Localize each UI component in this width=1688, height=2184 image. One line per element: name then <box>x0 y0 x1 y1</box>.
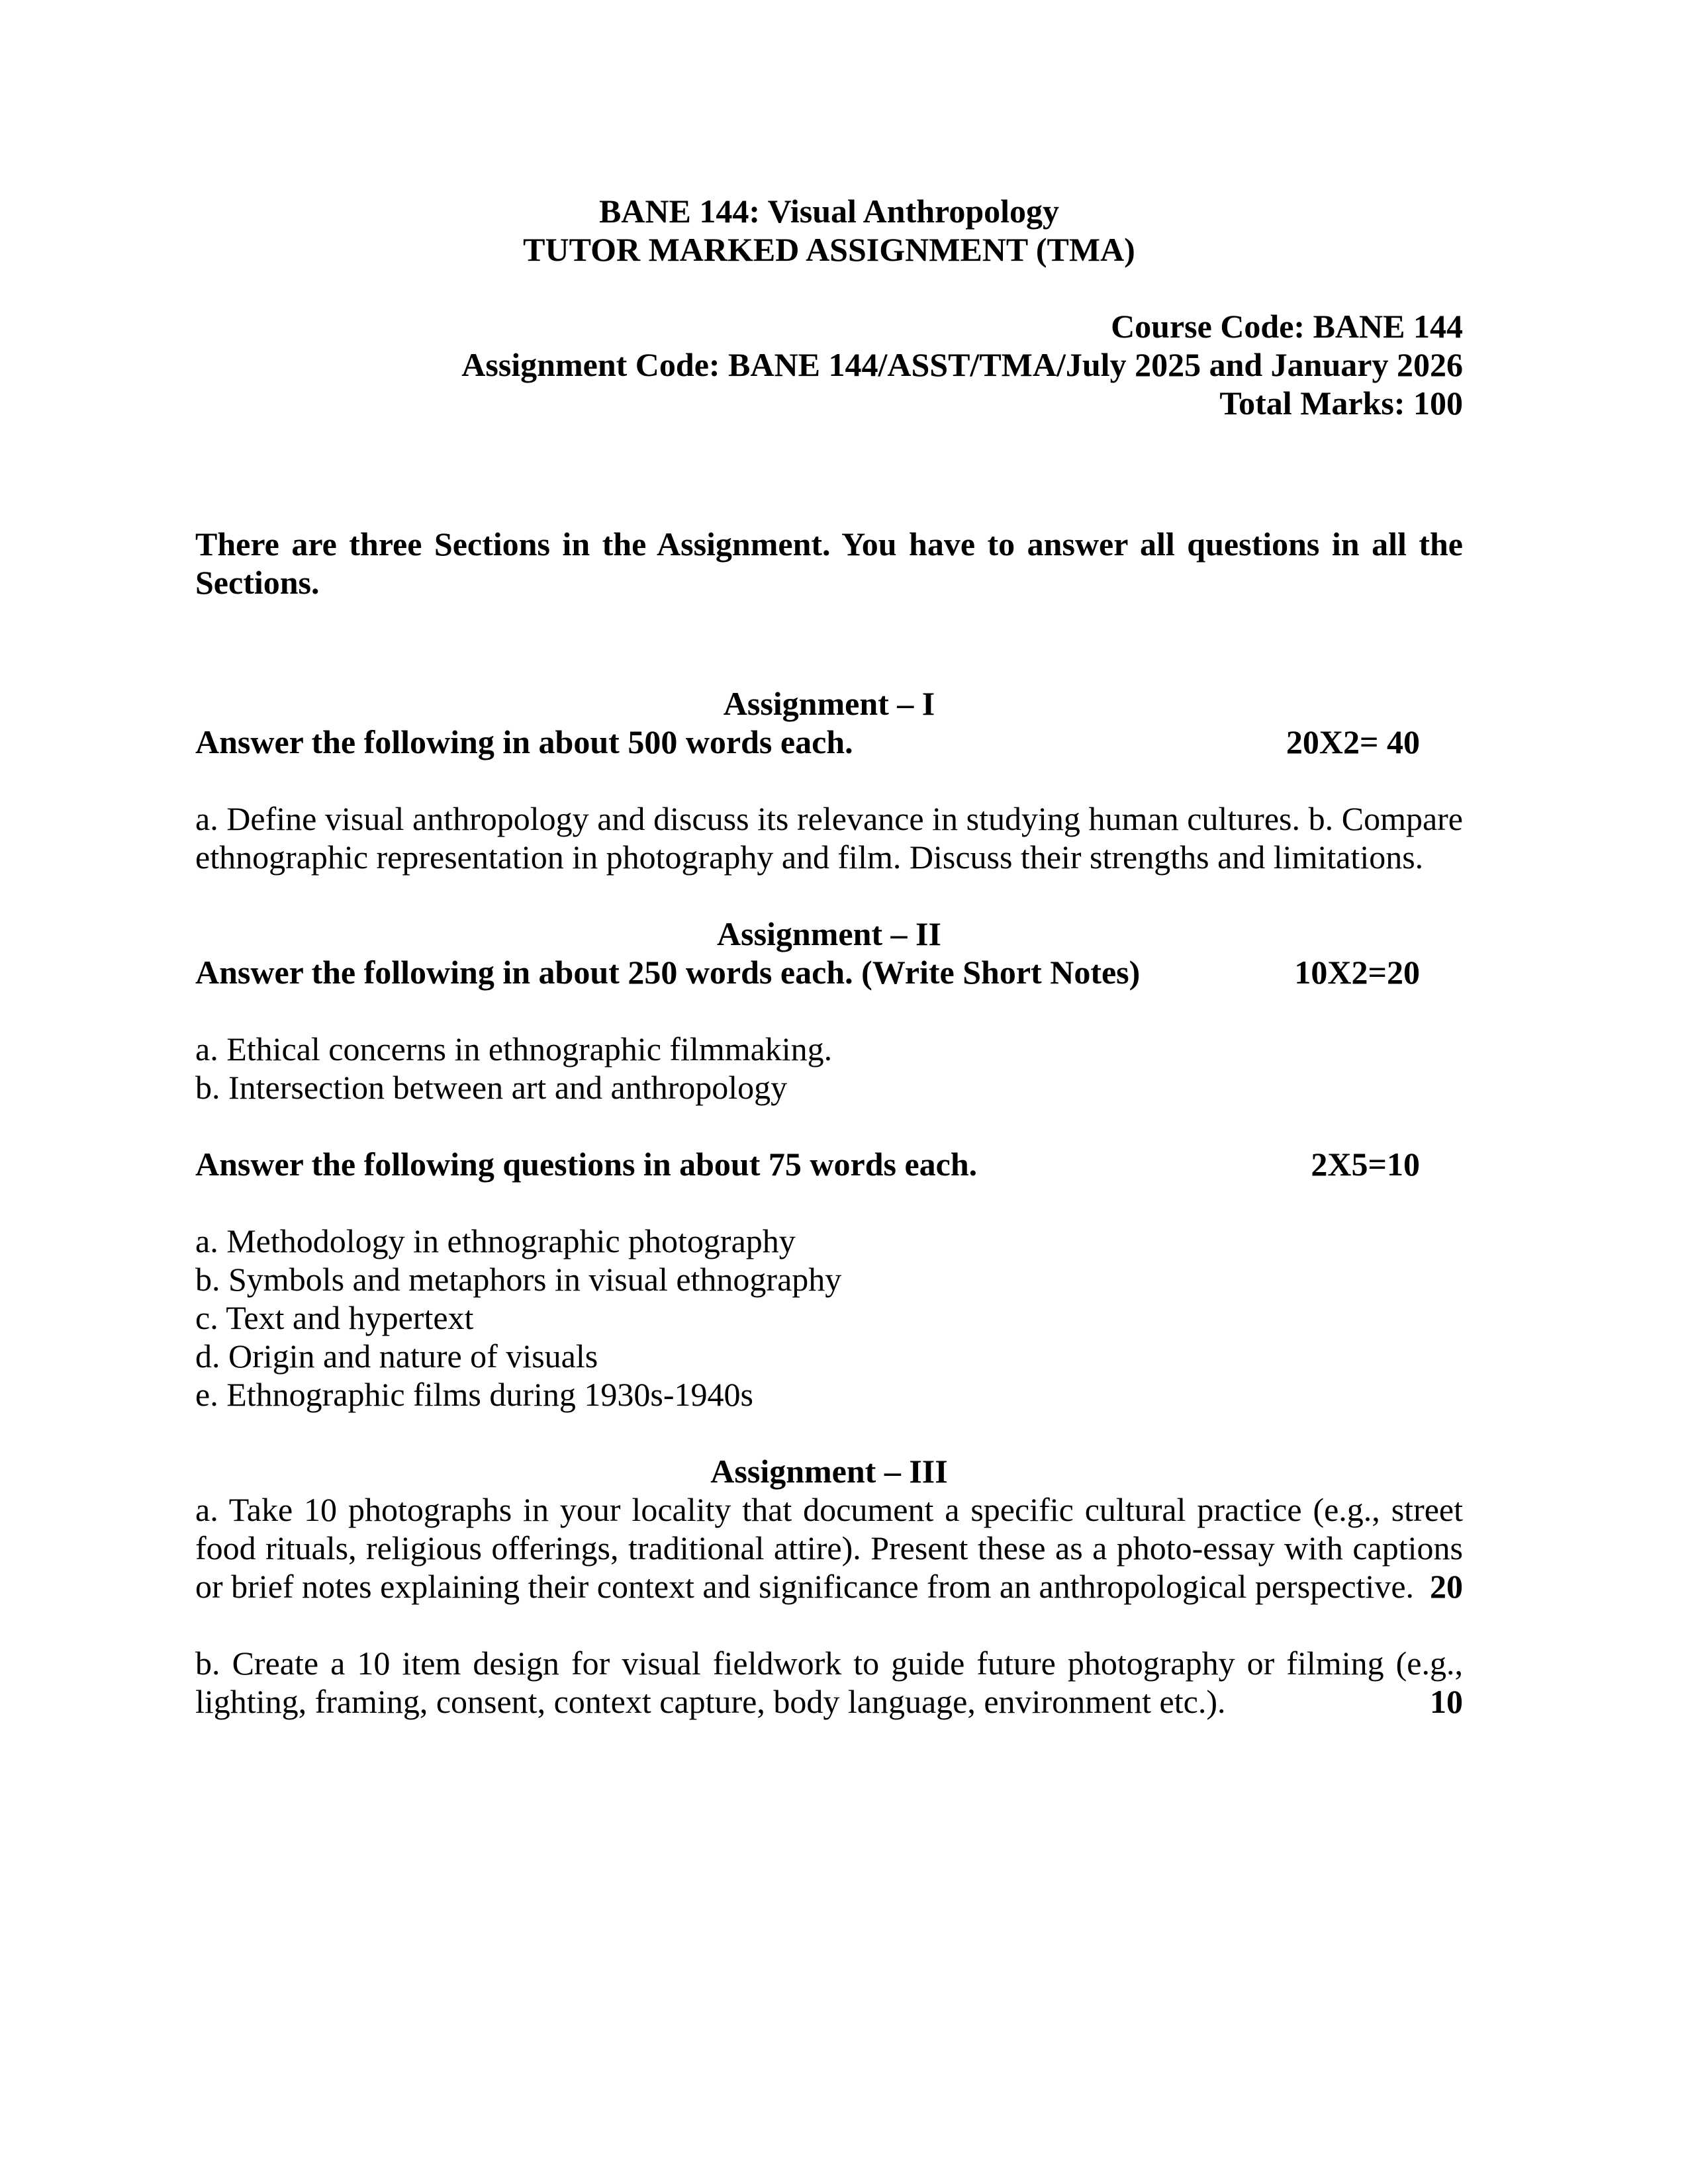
assignment-2-questions-list <box>195 1222 1463 1414</box>
assignment-2-instruction-row-1 <box>195 953 1463 991</box>
assignment-3-section <box>195 1452 1463 1721</box>
course-code: Course Code: BANE 144 <box>1111 308 1463 345</box>
assignment-1-section <box>195 684 1463 876</box>
short-note-item: a. Ethical concerns in ethnographic filmmaking. <box>195 1030 833 1068</box>
assignment-2-heading: Assignment – II <box>717 915 941 952</box>
assignment-2-instruction-row-2 <box>195 1145 1463 1183</box>
assignment-2-short-notes-list <box>195 1030 1463 1107</box>
question-item: c. Text and hypertext <box>195 1299 474 1336</box>
short-note-item: b. Intersection between art and anthropology <box>195 1069 788 1106</box>
assignment-3-task-a-marks: 20 <box>1430 1568 1463 1605</box>
assignment-2-marks-1: 10X2=20 <box>1294 954 1420 991</box>
assignment-1-instruction: Answer the following in about 500 words each. <box>195 723 853 760</box>
assignment-3-task-a <box>195 1490 1463 1606</box>
assignment-2-instruction-2: Answer the following questions in about 75 words each. <box>195 1146 978 1183</box>
course-title: BANE 144: Visual Anthropology <box>598 193 1060 230</box>
assignment-code: Assignment Code: BANE 144/ASST/TMA/July 2025 and January 2026 <box>461 346 1463 383</box>
total-marks: Total Marks: 100 <box>1219 385 1463 422</box>
document-title-block <box>195 192 1463 269</box>
assignment-2-section <box>195 915 1463 1414</box>
assignment-3-task-b-marks: 10 <box>1430 1683 1463 1720</box>
assignment-type-title: TUTOR MARKED ASSIGNMENT (TMA) <box>523 231 1135 268</box>
question-item: a. Methodology in ethnographic photography <box>195 1222 796 1259</box>
assignment-3-task-b-text: b. Create a 10 item design for visual fieldwork to guide future photography or filming (e.g., lighting, framing, consent, context capture, body language, environment etc.). <box>195 1645 1463 1720</box>
assignment-1-heading: Assignment – I <box>723 685 935 722</box>
assignment-1-questions: a. Define visual anthropology and discuss its relevance in studying human cultures. b. Compare ethnographic representation in photography and film. Discuss their strengths and limitations. <box>195 800 1463 876</box>
assignment-2-marks-2: 2X5=10 <box>1311 1146 1420 1183</box>
question-item: e. Ethnographic films during 1930s-1940s <box>195 1376 753 1413</box>
question-item: d. Origin and nature of visuals <box>195 1338 598 1375</box>
assignment-3-task-b <box>195 1644 1463 1721</box>
assignment-3-task-a-text: a. Take 10 photographs in your locality that document a specific cultural practice (e.g., street food rituals, religious offerings, traditional attire). Present these as a photo-essay with captions or brief notes explaining their context and significance from an anthropological perspective. <box>195 1491 1463 1605</box>
assignment-2-instruction-1: Answer the following in about 250 words each. (Write Short Notes) <box>195 954 1141 991</box>
intro-paragraph: There are three Sections in the Assignment. You have to answer all questions in all the Sections. <box>195 525 1463 601</box>
assignment-3-heading: Assignment – III <box>710 1453 948 1490</box>
question-item: b. Symbols and metaphors in visual ethnography <box>195 1261 842 1298</box>
assignment-1-marks: 20X2= 40 <box>1286 723 1420 760</box>
assignment-1-instruction-row <box>195 723 1463 761</box>
course-info-block <box>195 307 1463 422</box>
